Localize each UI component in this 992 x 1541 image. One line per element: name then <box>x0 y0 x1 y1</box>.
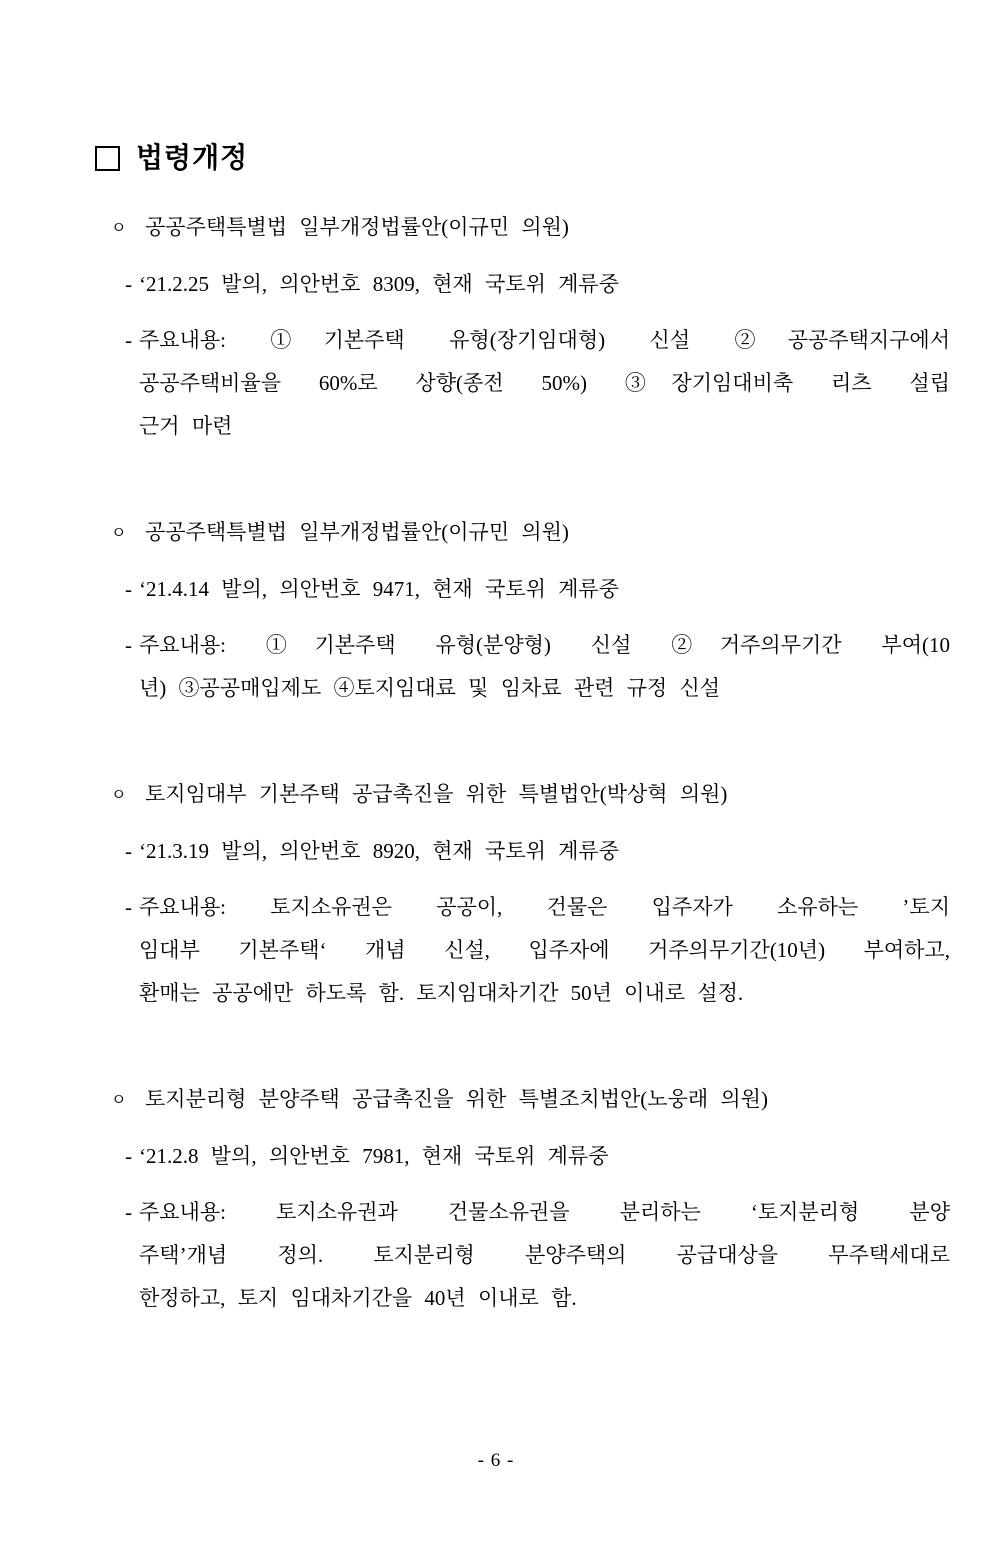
bill-content-text: 임대부 기본주택‘ 개념 신설, 입주자에 거주의무기간(10년) 부여하고, <box>139 938 950 962</box>
bill-content-line <box>139 405 950 448</box>
bill-content-line <box>125 1191 950 1234</box>
bill-content <box>0 319 992 448</box>
circle-bullet-icon: ㅇ <box>111 525 127 542</box>
bill-content-line <box>125 886 950 929</box>
bill-item-4 <box>0 1077 992 1320</box>
bill-content-text: 주요내용: ①기본주택 유형(장기임대형) 신설 ②공공주택지구에서 <box>139 328 950 352</box>
section-heading-title: 법령개정 <box>136 142 249 173</box>
bill-filing-text: ‘21.4.14 발의, 의안번호 9471, 현재 국토위 계류중 <box>139 577 619 601</box>
bill-filing-text: ‘21.3.19 발의, 의안번호 8920, 현재 국토위 계류중 <box>139 839 619 863</box>
bill-content-text: 주택’개념 정의. 토지분리형 분양주택의 공급대상을 무주택세대로 <box>139 1243 950 1267</box>
bill-content-line <box>139 972 950 1015</box>
bill-filing-row <box>125 568 950 611</box>
bill-item-1 <box>0 205 992 448</box>
dash-bullet-icon: - <box>125 328 132 352</box>
bill-filing-row <box>125 1135 950 1178</box>
bill-content-text: 공공주택비율을 60%로 상향(종전 50%) ③장기임대비축 리츠 설립 <box>139 371 950 395</box>
bill-filing-text: ‘21.2.25 발의, 의안번호 8309, 현재 국토위 계류중 <box>139 272 619 296</box>
bill-content-line <box>139 362 950 405</box>
bill-title: 공공주택특별법 일부개정법률안(이규민 의원) <box>145 520 569 544</box>
dash-bullet-icon: - <box>125 272 132 296</box>
bill-content-line <box>139 1277 950 1320</box>
document-page <box>0 138 992 1471</box>
dash-bullet-icon: - <box>125 577 132 601</box>
bill-content-text: 근거 마련 <box>139 414 233 438</box>
bill-content-text: 주요내용: 토지소유권은 공공이, 건물은 입주자가 소유하는 ’토지 <box>139 895 950 919</box>
bill-content-line <box>125 624 950 667</box>
bill-title-row <box>111 205 992 249</box>
bill-content-line <box>139 667 950 710</box>
bill-title: 공공주택특별법 일부개정법률안(이규민 의원) <box>145 215 569 239</box>
bill-title: 토지분리형 분양주택 공급촉진을 위한 특별조치법안(노웅래 의원) <box>145 1087 768 1111</box>
bill-title-row <box>111 1077 992 1121</box>
bill-content-text: 주요내용: 토지소유권과 건물소유권을 분리하는 ‘토지분리형 분양 <box>139 1200 950 1224</box>
checkbox-square-icon <box>95 146 120 171</box>
bill-title-row <box>111 510 992 554</box>
bill-content <box>0 1191 992 1320</box>
bill-content-line <box>139 929 950 972</box>
circle-bullet-icon: ㅇ <box>111 787 127 804</box>
bill-content-text: 한정하고, 토지 임대차기간을 40년 이내로 함. <box>139 1286 577 1310</box>
bill-content <box>0 886 992 1015</box>
bill-title-row <box>111 772 992 816</box>
bill-content-line <box>125 319 950 362</box>
dash-bullet-icon: - <box>125 633 132 657</box>
bill-filing-text: ‘21.2.8 발의, 의안번호 7981, 현재 국토위 계류중 <box>139 1144 609 1168</box>
bill-content <box>0 624 992 710</box>
bill-content-text: 환매는 공공에만 하도록 함. 토지임대차기간 50년 이내로 설정. <box>139 981 744 1005</box>
bill-title: 토지임대부 기본주택 공급촉진을 위한 특별법안(박상혁 의원) <box>145 782 728 806</box>
bill-item-3 <box>0 772 992 1015</box>
bill-filing-row <box>125 830 950 873</box>
section-heading <box>95 138 992 178</box>
circle-bullet-icon: ㅇ <box>111 220 127 237</box>
page-number: - 6 - <box>477 1450 515 1471</box>
dash-bullet-icon: - <box>125 1200 132 1224</box>
dash-bullet-icon: - <box>125 839 132 863</box>
circle-bullet-icon: ㅇ <box>111 1092 127 1109</box>
dash-bullet-icon: - <box>125 895 132 919</box>
dash-bullet-icon: - <box>125 1144 132 1168</box>
bill-filing-row <box>125 263 950 306</box>
bill-content-text: 주요내용: ①기본주택 유형(분양형) 신설 ②거주의무기간 부여(10 <box>139 633 950 657</box>
bill-item-2 <box>0 510 992 710</box>
bill-content-text: 년) ③공공매입제도 ④토지임대료 및 임차료 관련 규정 신설 <box>139 676 721 700</box>
bill-content-line <box>139 1234 950 1277</box>
